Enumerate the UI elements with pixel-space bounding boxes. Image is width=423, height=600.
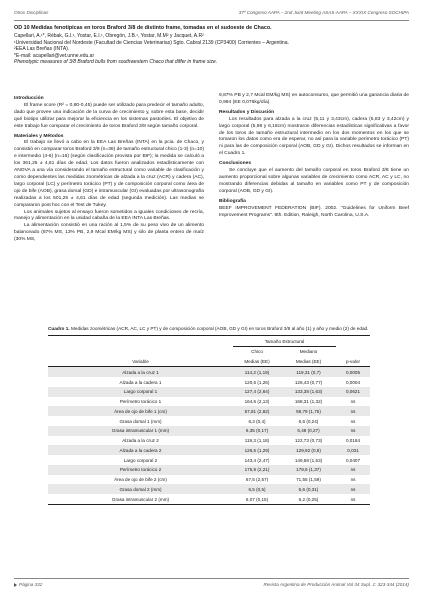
intro-paragraph: El frame score (R² = 0,80-0,45) puede ser utilizado para predecir el tamaño adulto, dado que provee una indicación de la curva de crecimiento y, sobre esta base, decidir qué biotipo utilizar para mejorar la eficiencia en los sistemas pastoriles. El objetivo de este trabajo fue comparar el crecimiento de toros Braford 3/8 según tamaño corporal. [14, 102, 204, 129]
table-row [48, 484, 370, 494]
methods-paragraph-1: El trabajo se llevó a cabo en la EEA Las Breñas (INTA) en la pcia. de Chaco, y consistió en comparar toros Braford 3/8 (n=36) de tamaño estructural chico (1-3) (n=10) e intermedio (4-6) (n=16) (según clasificación provista por BIF); la medida se calculó a los 361,25 ± 4,61 días de edad. Los datos fueron analizados estadísticamente con ANOVA a una vía considerando el tamaño estructural como variable de clasificación y como dependientes las medidas zoométricas de alzada a la cruz (ACR) y cadera (AC), largo corporal (LC) y perímetro torácico (PT) y de composición corporal como área de ojo de bife (AOB), grasa dorsal (GD) e intramuscular (GI) evaluadas por ultrasonografía realizadas a los 501,25 ± 4,61 días de edad (segunda medición). Las medias se compararon post hoc con el Test de Tukey. [14, 140, 205, 208]
page-marker-icon [14, 583, 17, 587]
table-header-row [48, 357, 370, 367]
results-heading: Resultados y Discusión [219, 109, 275, 115]
cell-chico: 6,3 (0,4) [248, 418, 266, 424]
cell-mediano: 179,6 (1,37) [281, 465, 336, 475]
cell-mediano: 119,31 (0,7) [281, 367, 336, 377]
group-header: Tamaño Estructural [233, 336, 336, 347]
cell-mediano: 71,55 (1,59) [296, 477, 321, 483]
table-row [48, 465, 370, 475]
header-right: 37º Congreso AAPA – 2nd Joint Meeting ASAS-AAPA – XXXIX Congreso SOCHIPA [238, 9, 409, 15]
cell-variable: Grasa dorsal 1 (mm) [119, 418, 162, 424]
cell-variable: Grasa intramuscular 1 (mm) [48, 426, 233, 436]
intro-heading: Introducción [14, 96, 44, 101]
cell-pvalor: ns [336, 484, 370, 494]
table-row [48, 377, 370, 387]
cell-pvalor: ns [350, 418, 356, 424]
cell-mediano: 149,58 (1,53) [294, 457, 323, 463]
cell-pvalor: ns [336, 406, 370, 416]
cell-mediano: 6,48 (0,27) [281, 426, 336, 436]
page-number: Página 332 [19, 582, 43, 587]
table-caption-text: Medidas zoométricas (ACR, AC, LC y PT) y de composición corporal (AOB, GD y GI) en toros Braford 3/8 al año (1) y año y medio (2) de edad. [70, 326, 369, 331]
col-header-medias-mediano: Medias (EE) [281, 357, 336, 367]
cell-chico: 164,6 (2,13) [244, 399, 270, 405]
cell-pvalor: 0,0407 [345, 457, 361, 463]
running-footer [14, 582, 409, 587]
table-1 [48, 326, 370, 505]
cell-mediano: 6,6 (0,24) [298, 418, 319, 424]
measurements-table [48, 335, 370, 505]
cell-pvalor: 0,0621 [336, 387, 370, 397]
subheader-chico: Chico [251, 349, 263, 355]
cell-chico: 175,9 (2,21) [233, 465, 281, 475]
authors-line: Capellari, A.¹*, Rébak, G.I.¹, Yostar, E.I.¹, Obregón, J.B.¹, Yostar, M.M² y Jacquet, A.R² [14, 33, 204, 39]
table-row [48, 426, 370, 436]
cell-mediano: 168,31 (1,32) [294, 399, 323, 405]
running-header [14, 5, 409, 19]
cell-pvalor: ns [350, 477, 356, 483]
affiliation-2: ²EEA Las Breñas (INTA). [14, 46, 70, 53]
cell-pvalor: 0,031 [336, 445, 370, 455]
cell-variable: Alzada a la cruz 1 [48, 367, 233, 377]
cell-pvalor: ns [336, 465, 370, 475]
col-header-pvalor: p-valor [336, 357, 370, 367]
cell-pvalor: ns [336, 426, 370, 436]
methods-paragraph-3: La alimentación consistió en una ración al 1,5% de su peso vivo de un alimento balanceado (87% MS, 13% PB, 2,9 Mcal EM/kg MS) y silo de planta entero de maíz (30% MS, [14, 223, 204, 243]
affiliation-1: ¹Universidad Nacional del Nordeste (Facultad de Ciencias Veterinarias) Sgto. Cabral 2139 (CP3400) Corrientes – Argentina. [14, 39, 289, 46]
results-paragraph: Los resultados para alzada a la cruz (5,11 y 3,43cm), cadera (5,83 y 3,42cm) y largo corporal (5,98 y 6,18cm) mostraron diferencias estadísticas significativas a favor de los toros de tamaño estructural intermedio en los dos momentos en los que se tomaron los datos como era de esperar, no así para la variable perímetro torácico (PT) ni para las de composición corporal (AOB, GD y GI). Dichos resultados se informan en el Cuadro 1. [219, 116, 409, 157]
cell-mediano: 6,2 (0,25) [281, 494, 336, 504]
cell-chico: 6,5 (0,5) [233, 484, 281, 494]
col-header-variable: Variable [48, 357, 233, 367]
methods-continuation: 9,87% PB y 2,7 Mcal EM/kg MS) en autoconsumo, que permitió una ganancia diaria de 0,994 (EE 0,076kg/día). [219, 93, 409, 105]
cell-variable: Alzada a la cadera 1 [119, 379, 162, 385]
table-row [48, 494, 370, 504]
cell-chico: 6,07 (0,15) [233, 494, 281, 504]
cell-mediano: 126,43 (0,77) [294, 379, 323, 385]
cell-variable: Área de ojo de bife 2 (cm) [114, 477, 167, 483]
cell-variable: Área de ojo de bife 1 (cm) [48, 406, 233, 416]
cell-variable: Perímetro torácico 2 [48, 465, 233, 475]
cell-chico: 114,2 (1,19) [233, 367, 281, 377]
bibliography-entry: BEEF IMPROVEMENT FEDERATION (BIF). 2002. "Guidelines for Uniform Beef Improvement Programs". 8th. Edition, Raleigh, North Carolina, U.S.A. [219, 205, 409, 218]
table-row [48, 416, 370, 426]
cell-mediano: 133,38 (1,63) [281, 387, 336, 397]
table-row [48, 397, 370, 407]
cell-variable: Alzada a la cruz 2 [122, 438, 159, 444]
cell-pvalor: ns [336, 494, 370, 504]
contact-email: *E-mail: acapellari@vet.unne.edu.ar [14, 52, 95, 59]
cell-mediano: 59,79 (1,75) [281, 406, 336, 416]
table-subheader-row [48, 346, 370, 356]
conclusions-paragraph: Se concluye que el aumento del tamaño corporal en toros Braford 3/8 tiene un aumento proporcional sobre algunas variables de crecimiento como ACR, AC y LC, no mostrando diferencias debidas al tamaño en variables como PT y de composición corporal (AOB, GD y GI). [219, 168, 409, 194]
table-group-header-row [48, 336, 370, 347]
cell-pvalor: ns [350, 399, 356, 405]
footer-rule [14, 578, 409, 579]
header-left: Otros Disciplinas [14, 9, 49, 15]
cell-variable: Grasa intramuscular 2 (mm) [48, 494, 233, 504]
conclusions-heading: Conclusiones [219, 161, 252, 167]
article-title: OD 10 Medidas fenotípicas en toros Braford 3/8 de distinto frame, tomadas en el sudoeste de Chaco. [14, 25, 272, 31]
table-row [48, 406, 370, 416]
table-caption-label: Cuadro 1. [48, 326, 70, 331]
cell-pvalor: 0,0004 [345, 379, 361, 385]
footer-left [14, 582, 42, 587]
cell-variable: Grasa dorsal 2 (mm) [48, 484, 233, 494]
cell-chico: 120,6 (1,26) [244, 379, 270, 385]
table-row [48, 445, 370, 455]
footer-right: Revista Argentina de Producción Animal Vol 34 Supl. 1: 323-344 (2014) [263, 582, 409, 587]
table-row [48, 436, 370, 446]
col-header-medias-chico: Medias (EE) [233, 357, 281, 367]
table-caption [48, 326, 370, 332]
cell-chico: 67,5 (2,57) [245, 477, 269, 483]
header-rule [14, 20, 409, 21]
cell-chico: 119,3 (1,18) [244, 438, 270, 444]
cell-chico: 57,81 (2,82) [233, 406, 281, 416]
cell-chico: 6,35 (0,17) [233, 426, 281, 436]
cell-chico: 126,5 (1,29) [233, 445, 281, 455]
cell-variable: Largo corporal 1 [48, 387, 233, 397]
left-column [14, 93, 204, 244]
methods-paragraph-2: Los animales sujetos al ensayo fueron sometidos a iguales condiciones de recría, manejo y alimentación en la unidad cabaña de la EEA INTA Las Breñas. [14, 209, 204, 222]
cell-pvalor: 0,0005 [336, 367, 370, 377]
table-row [48, 367, 370, 377]
author-block [14, 33, 409, 66]
english-title: Phenotypic measures of 3/8 Braford bulls from southwestern Chaco that differ in frame size. [14, 59, 218, 66]
cell-mediano: 6,6 (0,31) [281, 484, 336, 494]
subheader-mediano: Mediano [299, 349, 318, 355]
cell-chico: 143,4 (2,47) [244, 457, 270, 463]
methods-heading: Materiales y Métodos [14, 133, 64, 139]
cell-mediano: 122,73 (0,73) [294, 438, 323, 444]
cell-chico: 127,4 (2,64) [233, 387, 281, 397]
table-row [48, 475, 370, 485]
cell-variable: Perímetro torácico 1 [119, 399, 162, 405]
bibliography-heading: Bibliografía [219, 198, 246, 204]
cell-variable: Alzada a la cadera 2 [48, 445, 233, 455]
right-column [219, 93, 409, 219]
cell-variable: Largo corporal 2 [123, 457, 158, 463]
table-row [48, 387, 370, 397]
table-row [48, 455, 370, 465]
cell-pvalor: 0,0184 [345, 438, 361, 444]
cell-mediano: 129,92 (0,8) [281, 445, 336, 455]
